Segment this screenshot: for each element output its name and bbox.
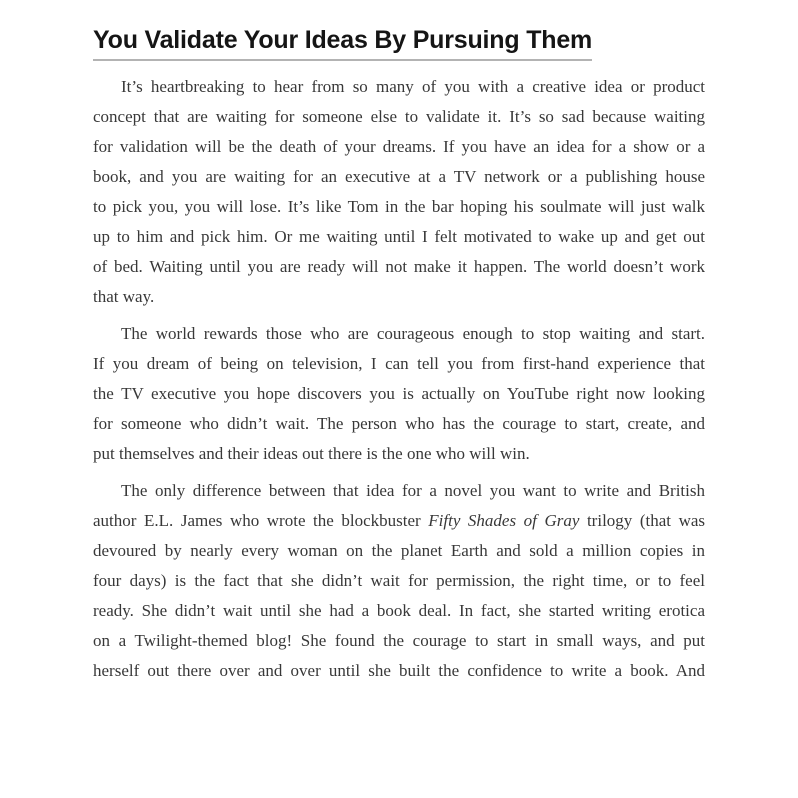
text-segment: The world rewards those who are courageous enough to stop waiting and start. bbox=[121, 324, 705, 343]
text-line bbox=[93, 162, 705, 192]
text-segment: of bed. Waiting until you are ready will not make it happen. The world doesn’t work bbox=[93, 257, 705, 276]
paragraph bbox=[93, 476, 705, 686]
body-text bbox=[93, 72, 705, 686]
text-segment: concept that are waiting for someone else to validate it. It’s so sad because waiting bbox=[93, 107, 705, 126]
text-line bbox=[93, 102, 705, 132]
text-segment: book, and you are waiting for an executive at a TV network or a publishing house bbox=[93, 167, 705, 186]
text-line bbox=[93, 222, 705, 252]
text-line bbox=[93, 566, 705, 596]
text-segment: author E.L. James who wrote the blockbuster bbox=[93, 511, 429, 530]
text-segment: up to him and pick him. Or me waiting until I felt motivated to wake up and get out bbox=[93, 227, 705, 246]
text-line bbox=[93, 282, 705, 312]
text-line bbox=[93, 476, 705, 506]
text-line bbox=[93, 439, 705, 469]
text-line bbox=[93, 349, 705, 379]
text-segment: that way. bbox=[93, 287, 155, 306]
text-segment: devoured by nearly every woman on the planet Earth and sold a million copies in bbox=[93, 541, 705, 560]
text-segment: on a Twilight-themed blog! She found the courage to start in small ways, and put bbox=[93, 631, 705, 650]
text-line bbox=[93, 536, 705, 566]
text-segment: for someone who didn’t wait. The person who has the courage to start, create, and bbox=[93, 414, 705, 433]
text-segment: ready. She didn’t wait until she had a book deal. In fact, she started writing erotica bbox=[93, 601, 705, 620]
paragraph bbox=[93, 72, 705, 312]
text-line bbox=[93, 252, 705, 282]
text-line bbox=[93, 409, 705, 439]
text-line bbox=[93, 132, 705, 162]
text-segment: four days) is the fact that she didn’t wait for permission, the right time, or to feel bbox=[93, 571, 705, 590]
chapter-heading: You Validate Your Ideas By Pursuing Them bbox=[93, 26, 592, 61]
text-segment: put themselves and their ideas out there is the one who will win. bbox=[93, 444, 530, 463]
page-content bbox=[93, 26, 705, 686]
text-segment: the TV executive you hope discovers you is actually on YouTube right now looking bbox=[93, 384, 705, 403]
text-line bbox=[93, 192, 705, 222]
text-segment: trilogy (that was bbox=[579, 511, 706, 530]
text-line bbox=[93, 656, 705, 686]
text-line bbox=[93, 72, 705, 102]
text-segment: If you dream of being on television, I can tell you from first-hand experience that bbox=[93, 354, 705, 373]
text-segment: The only difference between that idea for a novel you want to write and British bbox=[121, 481, 705, 500]
text-line bbox=[93, 626, 705, 656]
book-title-italic: Fifty Shades of Gray bbox=[428, 511, 580, 530]
text-segment: It’s heartbreaking to hear from so many of you with a creative idea or product bbox=[121, 77, 705, 96]
text-line bbox=[93, 379, 705, 409]
text-line bbox=[93, 596, 705, 626]
text-line bbox=[93, 506, 705, 536]
text-segment: to pick you, you will lose. It’s like Tom in the bar hoping his soulmate will just walk bbox=[93, 197, 705, 216]
text-line bbox=[93, 319, 705, 349]
paragraph bbox=[93, 319, 705, 469]
text-segment: herself out there over and over until she built the confidence to write a book. And bbox=[93, 661, 705, 680]
text-segment: for validation will be the death of your dreams. If you have an idea for a show or a bbox=[93, 137, 705, 156]
